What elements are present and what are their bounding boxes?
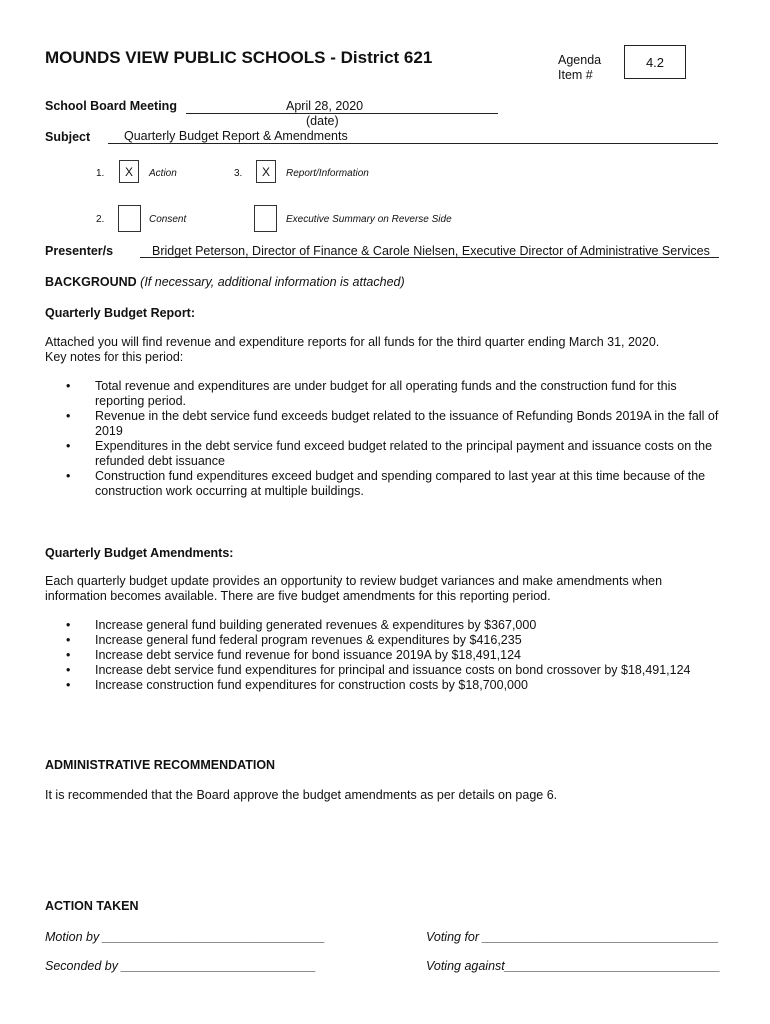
bullet-icon: • [66, 618, 71, 632]
bullet-icon: • [66, 648, 71, 662]
budget-report-intro [45, 335, 735, 365]
subject-line [108, 143, 718, 144]
list-item [45, 633, 735, 648]
amendments-intro: Each quarterly budget update provides an opportunity to review budget variances and make amendments when information becomes available. There are five budget amendments for this reporting period. [45, 574, 663, 603]
bullet-icon: • [66, 469, 71, 483]
background-heading [45, 275, 405, 289]
list-item-text: Increase general fund federal program revenues & expenditures by $416,235 [95, 633, 522, 647]
recommendation-text: It is recommended that the Board approve the budget amendments as per details on page 6. [45, 788, 558, 802]
option-number: 2. [96, 214, 105, 225]
recommendation-heading: ADMINISTRATIVE RECOMMENDATION [45, 758, 276, 772]
bullet-icon: • [66, 379, 71, 393]
checkbox-mark: X [261, 164, 270, 179]
list-item [45, 409, 725, 439]
voting-for-field[interactable]: Voting for __________________________________ [426, 930, 719, 944]
list-item [45, 618, 735, 633]
bullet-icon: • [66, 439, 71, 453]
list-item-text: Increase debt service fund expenditures for principal and issuance costs on bond crossover by $18,491,124 [95, 663, 691, 677]
option-number: 1. [96, 168, 105, 179]
meeting-date: April 28, 2020 [286, 99, 364, 113]
action-checkbox[interactable] [119, 160, 139, 183]
report-information-checkbox[interactable] [256, 160, 276, 183]
list-item [45, 469, 725, 499]
bullet-icon: • [66, 678, 71, 692]
presenter-value: Bridget Peterson, Director of Finance & Carole Nielsen, Executive Director of Administrative Services [152, 244, 710, 258]
option-number: 3. [234, 168, 243, 179]
motion-by-field[interactable]: Motion by ________________________________ [45, 930, 326, 944]
meeting-label: School Board Meeting [45, 99, 177, 113]
budget-report-list [45, 379, 725, 499]
agenda-item-box [624, 45, 686, 79]
bullet-icon: • [66, 409, 71, 423]
list-item-text: Total revenue and expenditures are under budget for all operating funds and the construction fund for this reporting period. [95, 379, 677, 408]
list-item [45, 439, 725, 469]
budget-report-intro-line-2: Key notes for this period: [45, 350, 184, 364]
amendments-heading: Quarterly Budget Amendments: [45, 546, 234, 560]
background-note: (If necessary, additional information is attached) [140, 275, 405, 289]
action-taken-heading: ACTION TAKEN [45, 899, 139, 913]
consent-checkbox[interactable] [118, 205, 141, 232]
list-item-text: Increase general fund building generated revenues & expenditures by $367,000 [95, 618, 537, 632]
list-item-text: Revenue in the debt service fund exceeds budget related to the issuance of Refunding Bonds 2019A in the fall of 2019 [95, 409, 719, 438]
background-title: BACKGROUND [45, 275, 137, 289]
amendments-list [45, 618, 735, 693]
list-item [45, 678, 735, 693]
agenda-item-number: 4.2 [645, 54, 665, 70]
list-item-text: Construction fund expenditures exceed budget and spending compared to last year at this time because of the construction work occurring at multiple buildings. [95, 469, 706, 498]
bullet-icon: • [66, 663, 71, 677]
executive-summary-checkbox[interactable] [254, 205, 277, 232]
meeting-date-caption: (date) [306, 114, 339, 128]
list-item-text: Increase construction fund expenditures for construction costs by $18,700,000 [95, 678, 528, 692]
consent-label: Consent [149, 214, 187, 225]
checkbox-mark: X [124, 164, 133, 179]
executive-summary-label: Executive Summary on Reverse Side [286, 214, 452, 225]
presenter-label: Presenter/s [45, 244, 114, 258]
action-label: Action [149, 168, 177, 179]
voting-against-field[interactable]: Voting against_______________________________ [426, 959, 721, 973]
list-item-text: Increase debt service fund revenue for bond issuance 2019A by $18,491,124 [95, 648, 521, 662]
subject-value: Quarterly Budget Report & Amendments [124, 129, 348, 143]
subject-label: Subject [45, 130, 91, 144]
budget-report-heading: Quarterly Budget Report: [45, 306, 196, 320]
meeting-date-line [186, 113, 498, 114]
list-item [45, 379, 725, 409]
agenda-item-label: Agenda Item # [558, 53, 602, 82]
list-item [45, 648, 735, 663]
report-information-label: Report/Information [286, 168, 369, 179]
page-title: MOUNDS VIEW PUBLIC SCHOOLS - District 621 [45, 48, 433, 67]
seconded-by-field[interactable]: Seconded by ____________________________ [45, 959, 317, 973]
list-item [45, 663, 735, 678]
list-item-text: Expenditures in the debt service fund exceed budget related to the principal payment and issuance costs on the refunded debt issuance [95, 439, 713, 468]
budget-report-intro-line: Attached you will find revenue and expenditure reports for all funds for the third quarter ending March 31, 2020. [45, 335, 660, 349]
bullet-icon: • [66, 633, 71, 647]
